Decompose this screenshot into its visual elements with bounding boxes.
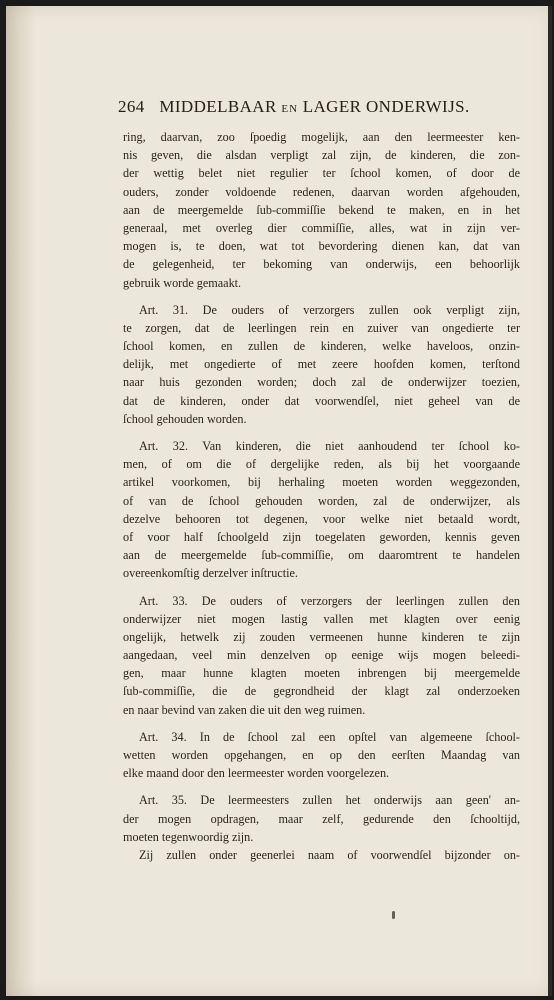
text-line: Art. 32. Van kinderen, die niet aanhoudend ter ſchool ko- xyxy=(139,439,520,453)
text-line: nis geven, die alsdan verpligt zal zijn, de kinderen, die zon- xyxy=(123,148,520,163)
text-line: Art. 34. In de ſchool zal een opſtel van algemeene ſchool- xyxy=(139,729,520,744)
paragraph-gap xyxy=(123,719,520,728)
page-edge xyxy=(548,6,552,996)
text-line: dat de kinderen, onder dat voorwendſel, niet geheel van de xyxy=(123,393,520,408)
header-title-conjunction: EN xyxy=(281,103,299,115)
text-line: aangedaan, veel min denzelven op eenige wijs mogen beleedi- xyxy=(123,648,520,663)
text-line: gen, maar hunne klagten moeten inbrengen bij meergemelde xyxy=(123,666,520,681)
text-line: moeten tegenwoordig zijn. xyxy=(123,829,254,844)
running-header xyxy=(118,97,498,117)
text-line: Art. 33. De ouders of verzorgers der leerlingen zullen den xyxy=(139,593,520,608)
text-line: der wettig belet niet regulier ter ſchool komen, of door de xyxy=(123,166,520,181)
text-line: delijk, met ongedierte of met zeere hoofden komen, terſtond xyxy=(123,357,520,372)
text-line: ſchool komen, en zullen de kinderen, welke haveloos, onzin- xyxy=(123,339,520,354)
text-line: artikel voorkomen, bij herhaling moeten worden weggezonden, xyxy=(123,475,520,490)
body-text xyxy=(123,128,520,864)
text-line: generaal, met overleg dier commiſſie, alles, wat in zijn ver- xyxy=(123,220,520,235)
text-line: Art. 31. De ouders of verzorgers zullen ook verpligt zijn, xyxy=(139,302,520,317)
paragraph-gap xyxy=(123,292,520,301)
header-title-part1: MIDDELBAAR xyxy=(159,97,277,116)
text-line: dezelve behooren tot degenen, voor welke niet betaald wordt, xyxy=(123,511,520,526)
text-line: Zij zullen onder geenerlei naam of voorwendſel bijzonder on- xyxy=(139,847,520,862)
paragraph-gap xyxy=(123,782,520,791)
text-line: ſchool gehouden worden. xyxy=(123,411,247,426)
paragraph-gap xyxy=(123,428,520,437)
text-line: overeenkomſtig derzelver inſtructie. xyxy=(123,566,298,581)
text-line: of voor half ſchoolgeld zijn toegelaten geworden, kennis geven xyxy=(123,529,520,544)
text-line: Art. 35. De leermeesters zullen het onderwijs aan geen' an- xyxy=(139,793,520,808)
text-line: ouders, zonder voldoende redenen, daarvan worden afgehouden, xyxy=(123,184,520,199)
text-line: men, of om die of dergelijke reden, als bij het voorgaande xyxy=(123,457,520,472)
text-line: en naar bevind van zaken die uit den weg ruimen. xyxy=(123,702,366,717)
text-line: elke maand door den leermeester worden voorgelezen. xyxy=(123,766,390,781)
text-line: ring, daarvan, zoo ſpoedig mogelijk, aan den leermeester ken- xyxy=(123,130,520,144)
text-line: wetten worden opgehangen, en op den eerſten Maandag van xyxy=(123,748,520,762)
text-line: naar huis gezonden worden; doch zal de onderwijzer toezien, xyxy=(123,375,520,390)
book-page xyxy=(6,6,552,996)
text-line: der mogen opdragen, maar zelf, gedurende den ſchooltijd, xyxy=(123,811,520,826)
text-line: de gelegenheid, ter bekoming van onderwijs, een behoorlijk xyxy=(123,257,520,272)
paper-speck xyxy=(392,911,395,919)
text-line: gebruik worde gemaakt. xyxy=(123,275,242,290)
text-line: mogen is, te doen, wat tot bevordering dienen kan, dat van xyxy=(123,239,520,254)
text-line: aan de meergemelde ſub-commiſſie, om daaromtrent te handelen xyxy=(123,548,520,563)
paragraph-gap xyxy=(123,583,520,592)
text-line: aan de meergemelde ſub-commiſſie bekend te maken, en in het xyxy=(123,202,520,217)
page-spine-shadow xyxy=(6,6,36,996)
text-line: ſub-commiſſie, die de gegrondheid der klagt zal onderzoeken xyxy=(123,684,520,699)
page-number: 264 xyxy=(118,97,145,116)
text-line: ongelijk, hetwelk zij zouden vermeenen hunne kinderen te zijn xyxy=(123,629,520,644)
text-line: of van de ſchool gehouden worden, zal de onderwijzer, als xyxy=(123,493,520,508)
text-line: te zorgen, dat de leerlingen rein en zuiver van ongedierte ter xyxy=(123,320,520,335)
text-line: onderwijzer niet mogen lastig vallen met klagten over eenig xyxy=(123,611,520,626)
header-title-part2: LAGER ONDERWIJS. xyxy=(302,97,470,116)
